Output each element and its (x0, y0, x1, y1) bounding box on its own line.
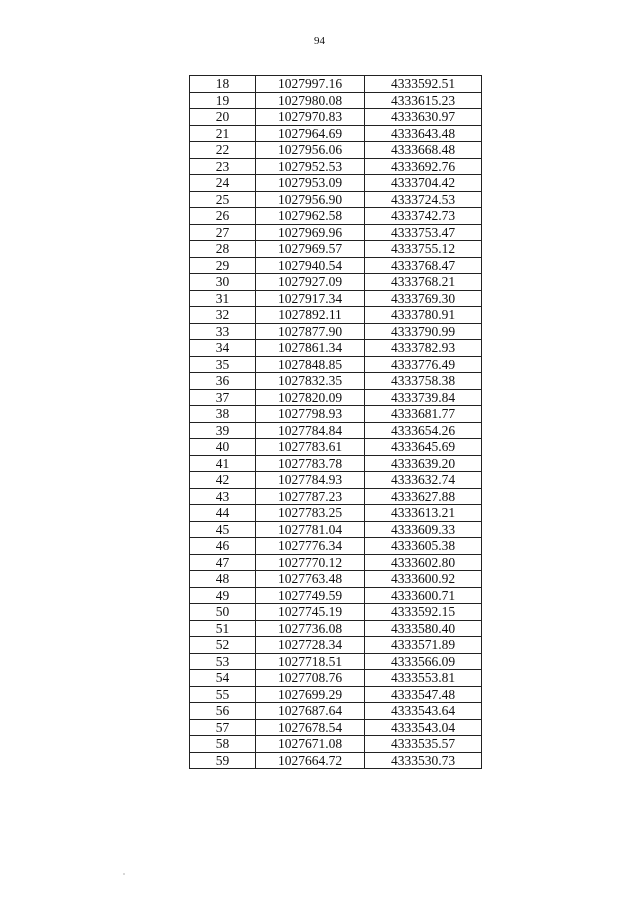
point-number-cell: 39 (190, 422, 256, 439)
point-number-cell: 48 (190, 571, 256, 588)
y-coordinate-cell: 4333753.47 (365, 224, 482, 241)
x-coordinate-cell: 1027877.90 (256, 323, 365, 340)
y-coordinate-cell: 4333782.93 (365, 340, 482, 357)
x-coordinate-cell: 1027892.11 (256, 307, 365, 324)
y-coordinate-cell: 4333755.12 (365, 241, 482, 258)
x-coordinate-cell: 1027917.34 (256, 290, 365, 307)
x-coordinate-cell: 1027781.04 (256, 521, 365, 538)
x-coordinate-cell: 1027770.12 (256, 554, 365, 571)
y-coordinate-cell: 4333592.15 (365, 604, 482, 621)
point-number-cell: 37 (190, 389, 256, 406)
x-coordinate-cell: 1027728.34 (256, 637, 365, 654)
point-number-cell: 35 (190, 356, 256, 373)
x-coordinate-cell: 1027776.34 (256, 538, 365, 555)
y-coordinate-cell: 4333547.48 (365, 686, 482, 703)
table-row (190, 587, 482, 604)
point-number-cell: 22 (190, 142, 256, 159)
x-coordinate-cell: 1027798.93 (256, 406, 365, 423)
x-coordinate-cell: 1027664.72 (256, 752, 365, 769)
point-number-cell: 55 (190, 686, 256, 703)
y-coordinate-cell: 4333632.74 (365, 472, 482, 489)
y-coordinate-cell: 4333543.04 (365, 719, 482, 736)
point-number-cell: 21 (190, 125, 256, 142)
point-number-cell: 41 (190, 455, 256, 472)
point-number-cell: 33 (190, 323, 256, 340)
point-number-cell: 43 (190, 488, 256, 505)
point-number-cell: 34 (190, 340, 256, 357)
point-number-cell: 46 (190, 538, 256, 555)
y-coordinate-cell: 4333602.80 (365, 554, 482, 571)
table-row (190, 472, 482, 489)
point-number-cell: 29 (190, 257, 256, 274)
y-coordinate-cell: 4333769.30 (365, 290, 482, 307)
y-coordinate-cell: 4333768.47 (365, 257, 482, 274)
table-row (190, 670, 482, 687)
x-coordinate-cell: 1027763.48 (256, 571, 365, 588)
x-coordinate-cell: 1027969.57 (256, 241, 365, 258)
y-coordinate-cell: 4333776.49 (365, 356, 482, 373)
point-number-cell: 19 (190, 92, 256, 109)
table-row (190, 389, 482, 406)
point-number-cell: 28 (190, 241, 256, 258)
point-number-cell: 30 (190, 274, 256, 291)
y-coordinate-cell: 4333580.40 (365, 620, 482, 637)
y-coordinate-cell: 4333615.23 (365, 92, 482, 109)
table-row (190, 439, 482, 456)
x-coordinate-cell: 1027718.51 (256, 653, 365, 670)
y-coordinate-cell: 4333704.42 (365, 175, 482, 192)
table-row (190, 538, 482, 555)
y-coordinate-cell: 4333571.89 (365, 637, 482, 654)
table-row (190, 373, 482, 390)
table-row (190, 703, 482, 720)
y-coordinate-cell: 4333609.33 (365, 521, 482, 538)
x-coordinate-cell: 1027940.54 (256, 257, 365, 274)
x-coordinate-cell: 1027956.90 (256, 191, 365, 208)
table-row (190, 290, 482, 307)
x-coordinate-cell: 1027969.96 (256, 224, 365, 241)
page-number: 94 (314, 35, 325, 47)
y-coordinate-cell: 4333566.09 (365, 653, 482, 670)
x-coordinate-cell: 1027832.35 (256, 373, 365, 390)
table-row (190, 92, 482, 109)
y-coordinate-cell: 4333668.48 (365, 142, 482, 159)
y-coordinate-cell: 4333530.73 (365, 752, 482, 769)
point-number-cell: 25 (190, 191, 256, 208)
table-row (190, 653, 482, 670)
point-number-cell: 57 (190, 719, 256, 736)
point-number-cell: 53 (190, 653, 256, 670)
x-coordinate-cell: 1027784.84 (256, 422, 365, 439)
table-row (190, 356, 482, 373)
x-coordinate-cell: 1027861.34 (256, 340, 365, 357)
table-row (190, 76, 482, 93)
x-coordinate-cell: 1027708.76 (256, 670, 365, 687)
y-coordinate-cell: 4333535.57 (365, 736, 482, 753)
point-number-cell: 32 (190, 307, 256, 324)
x-coordinate-cell: 1027964.69 (256, 125, 365, 142)
point-number-cell: 18 (190, 76, 256, 93)
point-number-cell: 31 (190, 290, 256, 307)
point-number-cell: 20 (190, 109, 256, 126)
x-coordinate-cell: 1027956.06 (256, 142, 365, 159)
point-number-cell: 44 (190, 505, 256, 522)
table-row (190, 109, 482, 126)
point-number-cell: 59 (190, 752, 256, 769)
y-coordinate-cell: 4333739.84 (365, 389, 482, 406)
point-number-cell: 49 (190, 587, 256, 604)
point-number-cell: 52 (190, 637, 256, 654)
x-coordinate-cell: 1027678.54 (256, 719, 365, 736)
y-coordinate-cell: 4333605.38 (365, 538, 482, 555)
point-number-cell: 58 (190, 736, 256, 753)
table-row (190, 406, 482, 423)
y-coordinate-cell: 4333600.71 (365, 587, 482, 604)
scan-speck (123, 873, 125, 875)
x-coordinate-cell: 1027699.29 (256, 686, 365, 703)
y-coordinate-cell: 4333592.51 (365, 76, 482, 93)
y-coordinate-cell: 4333780.91 (365, 307, 482, 324)
table-row (190, 686, 482, 703)
point-number-cell: 23 (190, 158, 256, 175)
point-number-cell: 40 (190, 439, 256, 456)
table-row (190, 191, 482, 208)
x-coordinate-cell: 1027736.08 (256, 620, 365, 637)
y-coordinate-cell: 4333654.26 (365, 422, 482, 439)
y-coordinate-cell: 4333790.99 (365, 323, 482, 340)
table-row (190, 554, 482, 571)
table-row (190, 158, 482, 175)
table-row (190, 323, 482, 340)
table-row (190, 340, 482, 357)
y-coordinate-cell: 4333613.21 (365, 505, 482, 522)
x-coordinate-cell: 1027671.08 (256, 736, 365, 753)
table-row (190, 752, 482, 769)
coordinates-table (189, 75, 482, 769)
y-coordinate-cell: 4333681.77 (365, 406, 482, 423)
point-number-cell: 54 (190, 670, 256, 687)
y-coordinate-cell: 4333768.21 (365, 274, 482, 291)
x-coordinate-cell: 1027749.59 (256, 587, 365, 604)
point-number-cell: 45 (190, 521, 256, 538)
table-row (190, 224, 482, 241)
table-row (190, 241, 482, 258)
table-row (190, 571, 482, 588)
x-coordinate-cell: 1027970.83 (256, 109, 365, 126)
x-coordinate-cell: 1027687.64 (256, 703, 365, 720)
point-number-cell: 50 (190, 604, 256, 621)
y-coordinate-cell: 4333724.53 (365, 191, 482, 208)
table-row (190, 175, 482, 192)
y-coordinate-cell: 4333645.69 (365, 439, 482, 456)
table-row (190, 257, 482, 274)
y-coordinate-cell: 4333758.38 (365, 373, 482, 390)
table-row (190, 637, 482, 654)
y-coordinate-cell: 4333643.48 (365, 125, 482, 142)
table-row (190, 208, 482, 225)
table-row (190, 142, 482, 159)
x-coordinate-cell: 1027787.23 (256, 488, 365, 505)
x-coordinate-cell: 1027820.09 (256, 389, 365, 406)
y-coordinate-cell: 4333543.64 (365, 703, 482, 720)
table-row (190, 736, 482, 753)
x-coordinate-cell: 1027783.78 (256, 455, 365, 472)
x-coordinate-cell: 1027962.58 (256, 208, 365, 225)
table-row (190, 125, 482, 142)
x-coordinate-cell: 1027784.93 (256, 472, 365, 489)
y-coordinate-cell: 4333639.20 (365, 455, 482, 472)
point-number-cell: 26 (190, 208, 256, 225)
table-row (190, 274, 482, 291)
table-row (190, 521, 482, 538)
point-number-cell: 42 (190, 472, 256, 489)
y-coordinate-cell: 4333630.97 (365, 109, 482, 126)
point-number-cell: 36 (190, 373, 256, 390)
y-coordinate-cell: 4333600.92 (365, 571, 482, 588)
y-coordinate-cell: 4333627.88 (365, 488, 482, 505)
coordinates-table-body (190, 76, 482, 769)
x-coordinate-cell: 1027783.61 (256, 439, 365, 456)
table-row (190, 422, 482, 439)
point-number-cell: 38 (190, 406, 256, 423)
point-number-cell: 24 (190, 175, 256, 192)
y-coordinate-cell: 4333553.81 (365, 670, 482, 687)
x-coordinate-cell: 1027953.09 (256, 175, 365, 192)
table-row (190, 505, 482, 522)
table-row (190, 488, 482, 505)
x-coordinate-cell: 1027745.19 (256, 604, 365, 621)
x-coordinate-cell: 1027980.08 (256, 92, 365, 109)
x-coordinate-cell: 1027927.09 (256, 274, 365, 291)
table-row (190, 719, 482, 736)
point-number-cell: 56 (190, 703, 256, 720)
x-coordinate-cell: 1027783.25 (256, 505, 365, 522)
table-row (190, 307, 482, 324)
x-coordinate-cell: 1027952.53 (256, 158, 365, 175)
y-coordinate-cell: 4333692.76 (365, 158, 482, 175)
point-number-cell: 27 (190, 224, 256, 241)
point-number-cell: 51 (190, 620, 256, 637)
table-row (190, 455, 482, 472)
table-row (190, 604, 482, 621)
x-coordinate-cell: 1027997.16 (256, 76, 365, 93)
y-coordinate-cell: 4333742.73 (365, 208, 482, 225)
table-row (190, 620, 482, 637)
point-number-cell: 47 (190, 554, 256, 571)
x-coordinate-cell: 1027848.85 (256, 356, 365, 373)
